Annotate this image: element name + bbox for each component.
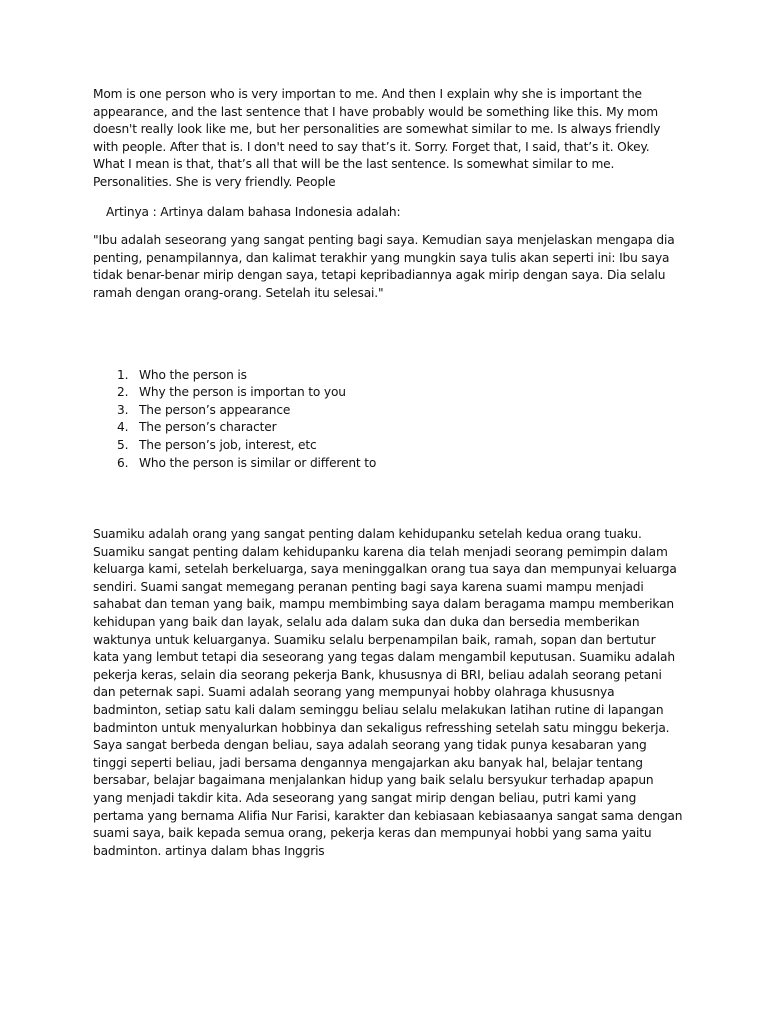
paragraph-english: Mom is one person who is very importan to me. And then I explain why she is important the appearance, and the last sentence that I have probably would be something like this. My mom doesn't really look like me, but her personalities are somewhat similar to me. Is always friendly with people. After that is. I don't need to say that’s it. Sorry. Forget that, I said, that’s it. Okey. What I mean is that, that’s all that will be the last sentence. Is somewhat similar to me. Personalities. She is very friendly. People xyxy=(93,87,661,189)
list-item: Why the person is importan to you xyxy=(139,385,346,400)
list-item: The person’s character xyxy=(139,420,277,435)
list-item: The person’s job, interest, etc xyxy=(139,437,317,452)
paragraph-indonesian: "Ibu adalah seseorang yang sangat penting bagi saya. Kemudian saya menjelaskan mengapa dia penting, penampilannya, dan kalimat terakhir yang mungkin saya tulis akan seperti ini: Ibu saya tidak benar-benar mirip dengan saya, tetapi kepribadiannya agak mirip dengan saya. Dia selalu ramah dengan orang-orang. Setelah itu selesai." xyxy=(93,233,675,300)
list-item: The person’s appearance xyxy=(139,402,291,417)
outline-list xyxy=(93,367,683,473)
paragraph-husband: Suamiku adalah orang yang sangat penting dalam kehidupanku setelah kedua orang tuaku. Suamiku sangat penting dalam kehidupanku karena dia telah menjadi seorang pemimpin dalam keluarga kami, setelah berkeluarga, saya meninggalkan orang tua saya dan mempunyai keluarga sendiri. Suami sangat memegang peranan penting bagi saya karena suami mampu menjadi sahabat dan teman yang baik, mampu membimbing saya dalam beragama mampu memberikan kehidupan yang baik dan layak, selalu ada dalam suka dan duka dan bersedia memberikan waktunya untuk keluarganya. Suamiku selalu berpenampilan baik, ramah, sopan dan bertutur kata yang lembut tetapi dia seseorang yang tegas dalam mengambil keputusan. Suamiku adalah pekerja keras, selain dia seorang pekerja Bank, khususnya di BRI, beliau adalah seorang petani dan peternak sapi. Suami adalah seorang yang mempunyai hobby olahraga khususnya badminton, setiap satu kali dalam seminggu beliau selalu melakukan latihan rutine di lapangan badminton untuk menyalurkan hobbinya dan sekaligus refresshing setelah satu minggu bekerja. Saya sangat berbeda dengan beliau, saya adalah seorang yang tidak punya kesabaran yang tinggi seperti beliau, jadi bersama dengannya mengajarkan aku banyak hal, belajar tentang bersabar, belajar bagaimana menjalankan hidup yang baik selalu bersyukur terhadap apapun yang menjadi takdir kita. Ada seseorang yang sangat mirip dengan beliau, putri kami yang pertama yang bernama Alifia Nur Farisi, karakter dan kebiasaan kebiasaanya sangat sama dengan suami saya, baik kepada semua orang, pekerja keras dan mempunyai hobbi yang sama yaitu badminton. artinya dalam bhas Inggris xyxy=(93,527,683,858)
list-item: Who the person is similar or different to xyxy=(139,455,377,470)
list-item: Who the person is xyxy=(139,367,247,382)
document-page xyxy=(93,86,683,860)
translation-heading: Artinya : Artinya dalam bahasa Indonesia adalah: xyxy=(106,204,401,219)
